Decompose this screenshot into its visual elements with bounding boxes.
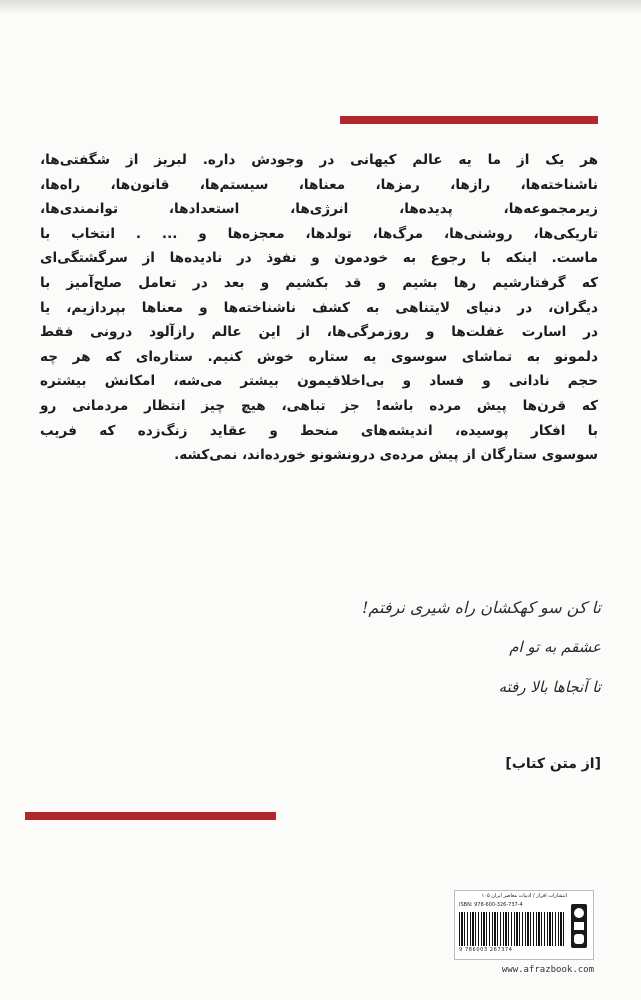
blurb-line: که قرن‌ها پیش مرده باشه! جز تباهی، هیچ چیز انتظار مردمانی رو <box>40 397 598 414</box>
barcode-publisher-line: انتشارات افراز / ادبیات معاصر ایران ۱۰۵ <box>481 893 567 899</box>
blurb-line: که گرفتارشیم رها بشیم و قد بکشیم و بعد در تعامل صلح‌آمیز با <box>40 274 598 291</box>
source-note: [از متن کتاب] <box>505 756 601 772</box>
bottom-red-bar <box>25 812 276 820</box>
barcode-icon <box>459 912 565 946</box>
blurb-line: در اسارت غفلت‌ها و روزمرگی‌ها، از این عالم رازآلود درونی فقط <box>40 324 598 341</box>
isbn-text: ISBN: 978-600-326-737-4 <box>459 902 523 908</box>
blurb-line: با افکار پوسیده، اندیشه‌های منحط و عقاید زنگ‌زده که فریب <box>40 422 598 439</box>
top-red-bar <box>340 116 598 124</box>
publisher-logo-icon <box>569 901 589 951</box>
blurb-line: زیرمجموعه‌ها، پدیده‌ها، انرژی‌ها، استعدادها، توانمندی‌ها، <box>40 201 598 218</box>
blurb-line: حجم نادانی و فساد و بی‌اخلاقیمون بیشتر می‌شه، امکانش بیشتره <box>40 373 598 390</box>
blurb-text <box>40 148 598 468</box>
barcode-digits: 9 786003 267374 <box>459 947 513 953</box>
poem-line-1: تا کن سو کهکشان راه شیری نرفتم! <box>361 598 601 617</box>
blurb-line: دلمونو به تماشای سوسوی یه ستاره خوش کنیم. ستاره‌ای که هر چه <box>40 348 598 365</box>
poem-line-3: تا آنجاها بالا رفته <box>498 678 601 696</box>
publisher-website: www.afrazbook.com <box>501 965 594 975</box>
blurb-line: هر یک از ما یه عالم کیهانی در وجودش داره. لبریز از شگفتی‌ها، <box>40 152 598 168</box>
barcode-label <box>454 890 594 960</box>
top-shadow <box>0 0 641 14</box>
blurb-line: دیگران، در دنیای لایتناهی به کشف ناشناخته‌ها و معناها بپردازیم، یا <box>40 299 598 316</box>
blurb-line: تاریکی‌ها، روشنی‌ها، مرگ‌ها، تولدها، معجزه‌ها و ... . انتخاب با <box>40 225 598 242</box>
blurb-line: ناشناخته‌ها، رازها، رمزها، معناها، سیستم‌ها، قانون‌ها، راه‌ها، <box>40 176 598 193</box>
blurb-line: سوسوی ستارگان از پیش مرده‌ی درونشونو خورده‌اند، نمی‌کشه. <box>174 447 598 464</box>
poem-line-2: عشقم به تو ام <box>509 638 601 656</box>
blurb-line: ماست. اینکه با رجوع به خودمون و نفوذ در نادیده‌ها از سرگشتگی‌ای <box>40 250 598 267</box>
